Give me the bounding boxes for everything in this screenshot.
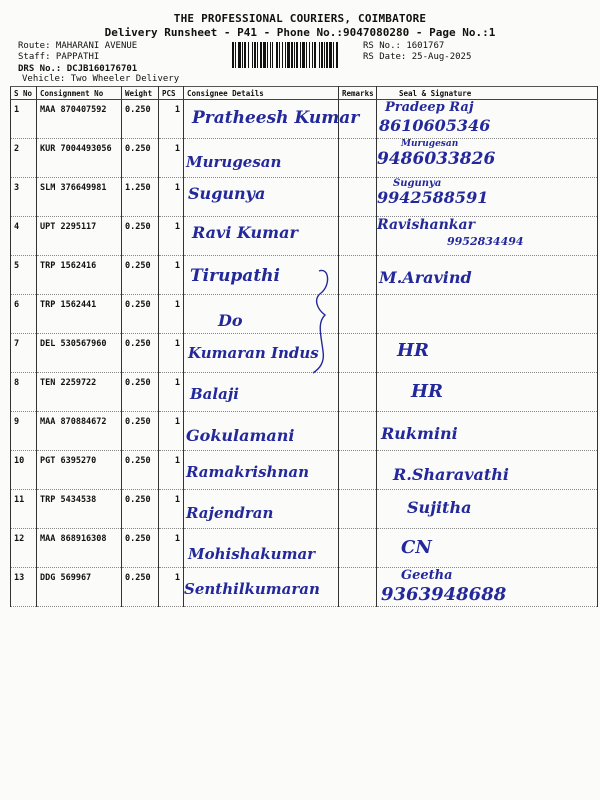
barcode-bar (232, 42, 234, 68)
row-pcs: 1 (159, 100, 184, 139)
row-consignee-details (184, 178, 339, 217)
barcode-bar (309, 42, 310, 68)
row-consignment-no: DDG 569967 (37, 568, 122, 607)
consignee-handwriting: Balaji (190, 385, 239, 403)
consignee-handwriting: Pratheesh Kumar (192, 108, 360, 128)
col-header-remarks: Remarks (339, 87, 377, 100)
row-seal-signature (377, 334, 598, 373)
company-name: THE PROFESSIONAL COURIERS, COIMBATORE (173, 12, 427, 25)
row-weight: 1.250 (122, 178, 159, 217)
table-row (11, 451, 598, 490)
barcode-bar (252, 42, 253, 68)
row-consignee-details (184, 568, 339, 607)
barcode-bar (291, 42, 293, 68)
row-consignment-no: MAA 870407592 (37, 100, 122, 139)
route-label: Route: MAHARANI AVENUE (18, 41, 138, 51)
row-weight: 0.250 (122, 490, 159, 529)
row-pcs: 1 (159, 568, 184, 607)
row-seal-signature (377, 373, 598, 412)
row-seal-signature (377, 490, 598, 529)
barcode-bar (272, 42, 273, 68)
row-seal-signature (377, 295, 598, 334)
row-sno: 12 (11, 529, 37, 568)
ditto-bracket-mark (305, 265, 345, 375)
row-sno: 11 (11, 490, 37, 529)
col-header-consignment: Consignment No (37, 87, 122, 100)
signature-handwriting: R.Sharavathi (393, 465, 509, 484)
row-pcs: 1 (159, 529, 184, 568)
table-row (11, 490, 598, 529)
row-pcs: 1 (159, 373, 184, 412)
signature-handwriting: Pradeep Raj (385, 100, 474, 115)
consignee-handwriting: Rajendran (186, 504, 274, 522)
barcode-image (232, 42, 358, 68)
row-consignment-no: TRP 5434538 (37, 490, 122, 529)
signature-handwriting: Murugesan (401, 139, 459, 149)
signature-phone-handwriting: 9942588591 (377, 188, 489, 207)
barcode-bar (263, 42, 266, 68)
table-row (11, 178, 598, 217)
table-row (11, 217, 598, 256)
row-consignment-no: KUR 7004493056 (37, 139, 122, 178)
row-pcs: 1 (159, 295, 184, 334)
runsheet-subtitle: Delivery Runsheet - P41 - Phone No.:9047080280 - Page No.:1 (104, 26, 496, 39)
table-row (11, 100, 598, 139)
barcode-bar (285, 42, 286, 68)
row-pcs: 1 (159, 412, 184, 451)
row-sno: 9 (11, 412, 37, 451)
signature-phone-handwriting: 9486033826 (377, 149, 496, 169)
row-seal-signature (377, 139, 598, 178)
row-remarks (339, 529, 377, 568)
barcode-bar (296, 42, 298, 68)
row-remarks (339, 139, 377, 178)
table-row (11, 529, 598, 568)
barcode-bar (235, 42, 236, 68)
col-header-pcs: PCS (159, 87, 184, 100)
barcode-bar (257, 42, 258, 68)
row-sno: 1 (11, 100, 37, 139)
drs-number: DRS No.: DCJB160176701 (18, 64, 138, 74)
consignee-handwriting: Sugunya (188, 184, 266, 203)
vehicle-label: Vehicle: Two Wheeler Delivery (22, 74, 180, 84)
row-sno: 13 (11, 568, 37, 607)
consignee-handwriting: Tirupathi (190, 266, 280, 286)
col-header-sno: S No (11, 87, 37, 100)
row-weight: 0.250 (122, 373, 159, 412)
signature-handwriting: Rukmini (381, 424, 458, 443)
row-seal-signature (377, 451, 598, 490)
row-weight: 0.250 (122, 139, 159, 178)
barcode-bar (312, 42, 313, 68)
row-pcs: 1 (159, 490, 184, 529)
row-seal-signature (377, 568, 598, 607)
barcode-bar (276, 42, 278, 68)
row-consignee-details (184, 139, 339, 178)
row-sno: 8 (11, 373, 37, 412)
table-row (11, 412, 598, 451)
row-seal-signature (377, 256, 598, 295)
signature-handwriting: Sugunya (393, 178, 442, 189)
row-consignee-details (184, 373, 339, 412)
barcode-bar (244, 42, 246, 68)
row-pcs: 1 (159, 217, 184, 256)
barcode-bar (321, 42, 323, 68)
row-pcs: 1 (159, 451, 184, 490)
row-remarks (339, 178, 377, 217)
row-consignment-no: UPT 2295117 (37, 217, 122, 256)
barcode-bar (329, 42, 332, 68)
row-sno: 7 (11, 334, 37, 373)
barcode-bar (242, 42, 243, 68)
barcode-bar (319, 42, 320, 68)
row-remarks (339, 217, 377, 256)
consignee-handwriting: Kumaran Indus (188, 344, 319, 362)
barcode-bar (279, 42, 280, 68)
consignee-handwriting: Ravi Kumar (192, 223, 298, 242)
table-row (11, 373, 598, 412)
barcode-bar (336, 42, 338, 68)
signature-handwriting: CN (401, 537, 432, 558)
runsheet-table (10, 86, 598, 607)
barcode-bar (282, 42, 283, 68)
row-consignee-details (184, 529, 339, 568)
row-sno: 10 (11, 451, 37, 490)
row-seal-signature (377, 100, 598, 139)
signature-handwriting: Geetha (401, 568, 453, 583)
row-remarks (339, 412, 377, 451)
barcode-bar (248, 42, 249, 68)
row-consignment-no: TRP 1562441 (37, 295, 122, 334)
signature-handwriting: Sujitha (407, 498, 472, 517)
row-seal-signature (377, 178, 598, 217)
signature-handwriting: M.Aravind (379, 268, 472, 287)
table-row (11, 568, 598, 607)
row-consignee-details (184, 490, 339, 529)
row-sno: 6 (11, 295, 37, 334)
signature-handwriting: HR (397, 340, 429, 361)
row-consignment-no: SLM 376649981 (37, 178, 122, 217)
signature-phone-handwriting: 9363948688 (381, 584, 507, 605)
row-remarks (339, 100, 377, 139)
row-consignee-details (184, 100, 360, 139)
row-pcs: 1 (159, 256, 184, 295)
consignee-handwriting: Murugesan (186, 153, 282, 171)
barcode-bar (294, 42, 295, 68)
barcode-bar (314, 42, 316, 68)
row-remarks (339, 451, 377, 490)
row-consignee-details (184, 412, 339, 451)
consignee-handwriting: Ramakrishnan (186, 463, 309, 481)
row-weight: 0.250 (122, 568, 159, 607)
table-header-row (11, 87, 598, 100)
rs-date: RS Date: 25-Aug-2025 (363, 52, 472, 62)
row-weight: 0.250 (122, 256, 159, 295)
rs-number: RS No.: 1601767 (363, 41, 445, 51)
col-header-seal: Seal & Signature (377, 87, 598, 100)
row-seal-signature (377, 529, 598, 568)
row-sno: 5 (11, 256, 37, 295)
barcode-bar (287, 42, 290, 68)
row-sno: 3 (11, 178, 37, 217)
row-consignment-no: MAA 870884672 (37, 412, 122, 451)
row-weight: 0.250 (122, 100, 159, 139)
table-row (11, 334, 598, 373)
row-consignment-no: TRP 1562416 (37, 256, 122, 295)
barcode-bar (267, 42, 268, 68)
row-seal-signature (377, 412, 598, 451)
row-weight: 0.250 (122, 412, 159, 451)
row-weight: 0.250 (122, 451, 159, 490)
barcode-bar (238, 42, 241, 68)
row-sno: 2 (11, 139, 37, 178)
row-remarks (339, 373, 377, 412)
signature-phone-handwriting: 8610605346 (379, 116, 491, 135)
barcode-bar (333, 42, 334, 68)
barcode-bar (302, 42, 305, 68)
row-consignment-no: DEL 530567960 (37, 334, 122, 373)
table-row (11, 256, 598, 295)
barcode-bar (260, 42, 262, 68)
row-remarks (339, 568, 377, 607)
barcode-bar (326, 42, 328, 68)
row-weight: 0.250 (122, 334, 159, 373)
row-remarks (339, 490, 377, 529)
staff-label: Staff: PAPPATHI (18, 52, 100, 62)
row-consignment-no: MAA 868916308 (37, 529, 122, 568)
row-weight: 0.250 (122, 529, 159, 568)
row-pcs: 1 (159, 139, 184, 178)
row-sno: 4 (11, 217, 37, 256)
col-header-consignee: Consignee Details (184, 87, 339, 100)
signature-handwriting: Ravishankar (377, 217, 475, 233)
row-consignee-details (184, 217, 339, 256)
barcode-bar (254, 42, 256, 68)
row-weight: 0.250 (122, 217, 159, 256)
barcode-bar (306, 42, 307, 68)
barcode-bar (270, 42, 271, 68)
row-seal-signature (377, 217, 598, 256)
table-row (11, 295, 598, 334)
row-pcs: 1 (159, 334, 184, 373)
consignee-handwriting: Senthilkumaran (184, 580, 320, 598)
row-weight: 0.250 (122, 295, 159, 334)
row-pcs: 1 (159, 178, 184, 217)
consignee-handwriting: Do (218, 311, 243, 330)
row-consignment-no: TEN 2259722 (37, 373, 122, 412)
signature-handwriting: HR (411, 381, 443, 402)
row-consignee-details (184, 451, 339, 490)
consignee-handwriting: Mohishakumar (188, 545, 316, 563)
table-row (11, 139, 598, 178)
barcode-bar (300, 42, 301, 68)
signature-phone-handwriting: 9952834494 (447, 235, 524, 248)
barcode-bar (324, 42, 325, 68)
row-consignment-no: PGT 6395270 (37, 451, 122, 490)
consignee-handwriting: Gokulamani (186, 426, 295, 445)
col-header-weight: Weight (122, 87, 159, 100)
